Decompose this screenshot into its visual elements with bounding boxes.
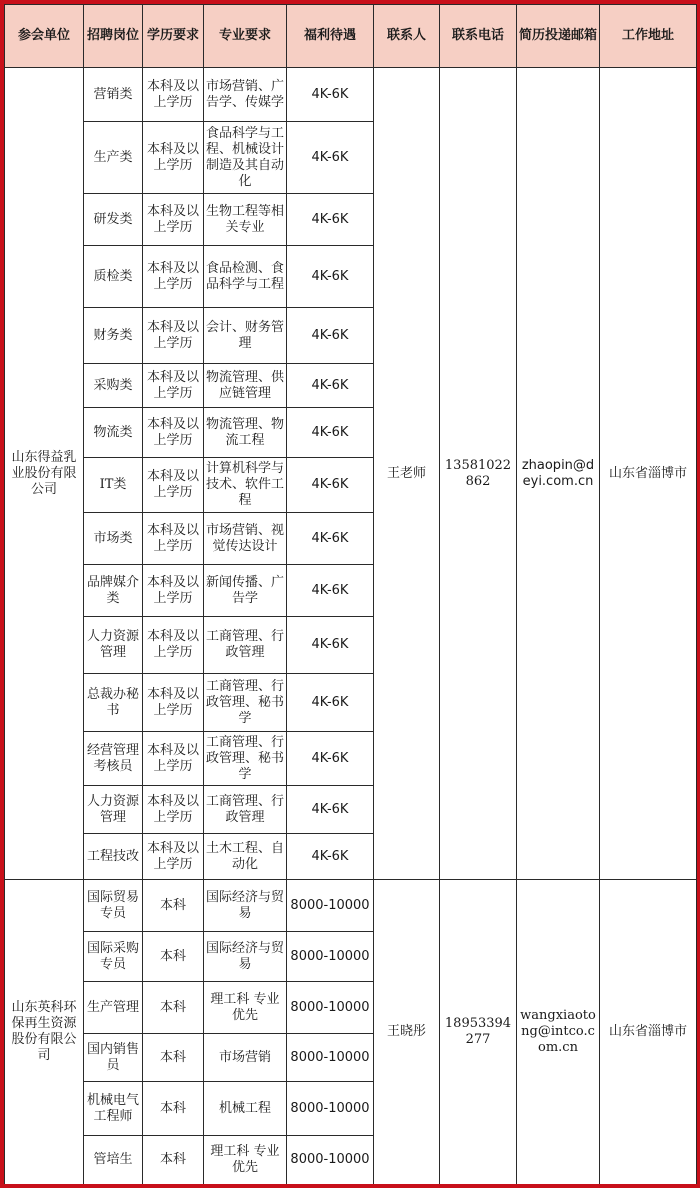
education-cell: 本科 <box>143 1082 204 1136</box>
salary-cell: 4K-6K <box>287 674 374 732</box>
major-cell: 国际经济与贸易 <box>204 932 287 982</box>
education-cell: 本科及以上学历 <box>143 364 204 408</box>
header-row <box>5 5 697 68</box>
company-name-cell: 山东英科环保再生资源股份有限公司 <box>5 880 84 1185</box>
position-cell: 工程技改 <box>84 834 143 880</box>
email-cell: zhaopin@deyi.com.cn <box>517 68 600 880</box>
position-cell: 国内销售员 <box>84 1034 143 1082</box>
position-cell: 经营管理考核员 <box>84 732 143 786</box>
education-cell: 本科及以上学历 <box>143 308 204 364</box>
education-cell: 本科及以上学历 <box>143 68 204 122</box>
salary-cell: 4K-6K <box>287 513 374 565</box>
education-cell: 本科及以上学历 <box>143 194 204 246</box>
phone-cell: 13581022862 <box>440 68 517 880</box>
education-cell: 本科及以上学历 <box>143 513 204 565</box>
major-cell: 机械工程 <box>204 1082 287 1136</box>
table-row <box>5 68 697 122</box>
salary-cell: 8000-10000 <box>287 1136 374 1185</box>
contact-cell: 王晓彤 <box>374 880 440 1185</box>
position-cell: 质检类 <box>84 246 143 308</box>
major-cell: 食品检测、食品科学与工程 <box>204 246 287 308</box>
major-cell: 物流管理、供应链管理 <box>204 364 287 408</box>
position-cell: 管培生 <box>84 1136 143 1185</box>
position-cell: 研发类 <box>84 194 143 246</box>
salary-cell: 4K-6K <box>287 834 374 880</box>
position-cell: 总裁办秘书 <box>84 674 143 732</box>
salary-cell: 4K-6K <box>287 122 374 194</box>
major-cell: 食品科学与工程、机械设计制造及其自动化 <box>204 122 287 194</box>
education-cell: 本科及以上学历 <box>143 732 204 786</box>
salary-cell: 8000-10000 <box>287 932 374 982</box>
education-cell: 本科 <box>143 982 204 1034</box>
position-cell: 机械电气工程师 <box>84 1082 143 1136</box>
table-body <box>5 68 697 1185</box>
education-cell: 本科及以上学历 <box>143 674 204 732</box>
position-cell: 品牌媒介类 <box>84 565 143 617</box>
recruitment-sheet <box>4 4 696 1184</box>
major-cell: 理工科 专业优先 <box>204 982 287 1034</box>
major-cell: 生物工程等相关专业 <box>204 194 287 246</box>
header-education: 学历要求 <box>143 5 204 68</box>
position-cell: IT类 <box>84 458 143 513</box>
bottom-border <box>0 1184 700 1188</box>
education-cell: 本科 <box>143 932 204 982</box>
salary-cell: 8000-10000 <box>287 1034 374 1082</box>
major-cell: 工商管理、行政管理 <box>204 617 287 674</box>
education-cell: 本科及以上学历 <box>143 246 204 308</box>
position-cell: 生产管理 <box>84 982 143 1034</box>
position-cell: 财务类 <box>84 308 143 364</box>
major-cell: 物流管理、物流工程 <box>204 408 287 458</box>
phone-cell: 18953394277 <box>440 880 517 1185</box>
education-cell: 本科及以上学历 <box>143 122 204 194</box>
education-cell: 本科 <box>143 1034 204 1082</box>
salary-cell: 4K-6K <box>287 458 374 513</box>
major-cell: 计算机科学与技术、软件工程 <box>204 458 287 513</box>
position-cell: 市场类 <box>84 513 143 565</box>
header-company: 参会单位 <box>5 5 84 68</box>
education-cell: 本科及以上学历 <box>143 565 204 617</box>
education-cell: 本科及以上学历 <box>143 834 204 880</box>
position-cell: 营销类 <box>84 68 143 122</box>
address-cell: 山东省淄博市 <box>600 880 697 1185</box>
major-cell: 市场营销 <box>204 1034 287 1082</box>
header-major: 专业要求 <box>204 5 287 68</box>
major-cell: 市场营销、视觉传达设计 <box>204 513 287 565</box>
email-cell: wangxiaotong@intco.com.cn <box>517 880 600 1185</box>
salary-cell: 8000-10000 <box>287 982 374 1034</box>
header-email: 简历投递邮箱 <box>517 5 600 68</box>
salary-cell: 4K-6K <box>287 732 374 786</box>
header-phone: 联系电话 <box>440 5 517 68</box>
company-name-cell: 山东得益乳业股份有限公司 <box>5 68 84 880</box>
position-cell: 采购类 <box>84 364 143 408</box>
salary-cell: 4K-6K <box>287 364 374 408</box>
education-cell: 本科 <box>143 880 204 932</box>
salary-cell: 4K-6K <box>287 617 374 674</box>
salary-cell: 4K-6K <box>287 565 374 617</box>
recruitment-table <box>4 4 697 1185</box>
position-cell: 生产类 <box>84 122 143 194</box>
salary-cell: 4K-6K <box>287 308 374 364</box>
salary-cell: 4K-6K <box>287 246 374 308</box>
position-cell: 物流类 <box>84 408 143 458</box>
education-cell: 本科及以上学历 <box>143 786 204 834</box>
header-salary: 福利待遇 <box>287 5 374 68</box>
salary-cell: 8000-10000 <box>287 1082 374 1136</box>
major-cell: 会计、财务管理 <box>204 308 287 364</box>
salary-cell: 4K-6K <box>287 408 374 458</box>
major-cell: 市场营销、广告学、传媒学 <box>204 68 287 122</box>
position-cell: 人力资源管理 <box>84 786 143 834</box>
position-cell: 国际贸易专员 <box>84 880 143 932</box>
salary-cell: 4K-6K <box>287 68 374 122</box>
position-cell: 人力资源管理 <box>84 617 143 674</box>
table-row <box>5 880 697 932</box>
header-contact: 联系人 <box>374 5 440 68</box>
header-address: 工作地址 <box>600 5 697 68</box>
education-cell: 本科及以上学历 <box>143 408 204 458</box>
position-cell: 国际采购专员 <box>84 932 143 982</box>
major-cell: 国际经济与贸易 <box>204 880 287 932</box>
address-cell: 山东省淄博市 <box>600 68 697 880</box>
major-cell: 土木工程、自动化 <box>204 834 287 880</box>
education-cell: 本科及以上学历 <box>143 617 204 674</box>
education-cell: 本科及以上学历 <box>143 458 204 513</box>
salary-cell: 4K-6K <box>287 194 374 246</box>
major-cell: 工商管理、行政管理、秘书学 <box>204 732 287 786</box>
major-cell: 工商管理、行政管理 <box>204 786 287 834</box>
contact-cell: 王老师 <box>374 68 440 880</box>
major-cell: 工商管理、行政管理、秘书学 <box>204 674 287 732</box>
major-cell: 理工科 专业优先 <box>204 1136 287 1185</box>
header-position: 招聘岗位 <box>84 5 143 68</box>
salary-cell: 4K-6K <box>287 786 374 834</box>
major-cell: 新闻传播、广告学 <box>204 565 287 617</box>
salary-cell: 8000-10000 <box>287 880 374 932</box>
education-cell: 本科 <box>143 1136 204 1185</box>
